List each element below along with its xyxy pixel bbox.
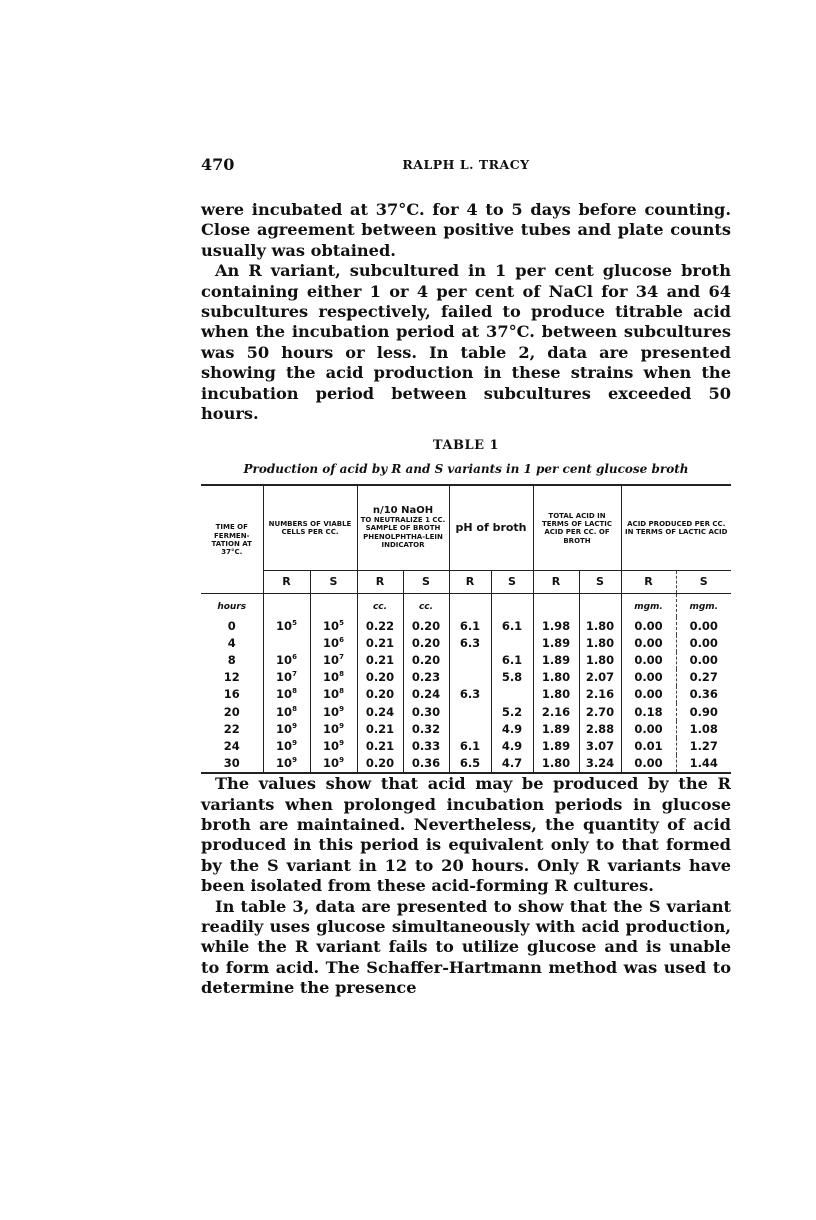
cell-naoh-r: 0.20	[357, 686, 403, 703]
cell-total-s: 2.07	[579, 669, 621, 686]
cell-time: 4	[227, 635, 236, 650]
cell-time: 0	[227, 618, 236, 633]
sub-r: R	[533, 571, 579, 594]
cell-naoh-r: 0.22	[357, 617, 403, 634]
cell-acid-s: 1.44	[676, 755, 731, 773]
cell-acid-s: 0.00	[676, 635, 731, 652]
cell-acid-r: 0.18	[621, 703, 676, 720]
cell-acid-r: 0.00	[621, 652, 676, 669]
sub-s: S	[491, 571, 533, 594]
header-naoh-desc: TO NEUTRALIZE 1 CC. SAMPLE OF BROTH PHENOLPHTHA-LEIN INDICATOR	[360, 515, 446, 550]
cell-acid-s: 1.08	[676, 721, 731, 738]
table-row	[201, 617, 731, 634]
header-total-acid: TOTAL ACID IN TERMS OF LACTIC ACID PER CC. OF BROTH	[533, 485, 621, 571]
cell-viable-r	[263, 635, 310, 652]
page-header	[201, 155, 731, 179]
paragraph: An R variant, subcultured in 1 per cent glucose broth containing either 1 or 4 per cent of NaCl for 34 and 64 subcultures respectively, failed to produce titrable acid when the incubation period at 37°C. between subcultures was 50 hours or less. In table 2, data are presented showing the acid production in these strains when the incubation period between subcultures exceeded 50 hours.	[201, 261, 731, 424]
cell-acid-s: 0.36	[676, 686, 731, 703]
cell-naoh-s: 0.23	[403, 669, 449, 686]
cell-naoh-s: 0.20	[403, 635, 449, 652]
cell-ph-r: 6.1	[449, 738, 491, 755]
cell-acid-r: 0.01	[621, 738, 676, 755]
cell-ph-s: 4.9	[491, 738, 533, 755]
cell-viable-r: $10^9$	[263, 721, 310, 738]
table-row	[201, 738, 731, 755]
cell-total-s: 2.88	[579, 721, 621, 738]
sub-s: S	[676, 571, 731, 594]
unit-naoh-r: cc.	[357, 594, 403, 618]
cell-viable-s: $10^7$	[310, 652, 357, 669]
cell-time: 22	[223, 721, 240, 736]
cell-naoh-r: 0.21	[357, 652, 403, 669]
cell-ph-r	[449, 721, 491, 738]
cell-viable-s: $10^9$	[310, 755, 357, 773]
running-head: RALPH L. TRACY	[402, 157, 530, 172]
cell-total-r: 1.89	[533, 738, 579, 755]
cell-ph-r	[449, 703, 491, 720]
cell-total-s: 2.16	[579, 686, 621, 703]
sub-r: R	[263, 571, 310, 594]
cell-naoh-r: 0.21	[357, 635, 403, 652]
header-acid-produced: ACID PRODUCED PER CC. IN TERMS OF LACTIC ACID	[621, 485, 731, 571]
cell-acid-r: 0.00	[621, 669, 676, 686]
page-number: 470	[201, 155, 235, 174]
page	[201, 155, 731, 999]
cell-viable-s: $10^8$	[310, 686, 357, 703]
cell-naoh-s: 0.20	[403, 652, 449, 669]
cell-viable-r: $10^8$	[263, 703, 310, 720]
cell-acid-s: 0.90	[676, 703, 731, 720]
cell-total-s: 3.24	[579, 755, 621, 773]
table-row	[201, 652, 731, 669]
sub-s: S	[579, 571, 621, 594]
cell-acid-r: 0.00	[621, 635, 676, 652]
cell-naoh-r: 0.21	[357, 721, 403, 738]
cell-time: 24	[223, 738, 240, 753]
cell-viable-r: $10^8$	[263, 686, 310, 703]
cell-viable-r: $10^6$	[263, 652, 310, 669]
cell-acid-r: 0.00	[621, 755, 676, 773]
sub-r: R	[449, 571, 491, 594]
cell-total-r: 1.89	[533, 635, 579, 652]
cell-time: 20	[223, 704, 240, 719]
table-row	[201, 669, 731, 686]
cell-viable-s: $10^9$	[310, 703, 357, 720]
cell-ph-r	[449, 652, 491, 669]
cell-naoh-s: 0.30	[403, 703, 449, 720]
header-time: TIME OF FERMEN-TATION AT 37°C.	[201, 485, 263, 594]
table-caption: Production of acid by R and S variants in 1 per cent glucose broth	[243, 462, 689, 477]
cell-acid-s: 1.27	[676, 738, 731, 755]
cell-naoh-s: 0.36	[403, 755, 449, 773]
header-naoh-title: n/10 NaOH	[372, 505, 434, 517]
cell-acid-r: 0.00	[621, 721, 676, 738]
cell-total-s: 1.80	[579, 652, 621, 669]
cell-ph-r: 6.1	[449, 617, 491, 634]
units-row	[201, 594, 731, 618]
cell-total-r: 1.98	[533, 617, 579, 634]
cell-naoh-s: 0.33	[403, 738, 449, 755]
cell-acid-r: 0.00	[621, 686, 676, 703]
table-row	[201, 703, 731, 720]
cell-viable-s: $10^9$	[310, 721, 357, 738]
table-title: TABLE 1	[432, 438, 500, 454]
cell-naoh-s: 0.32	[403, 721, 449, 738]
table-row	[201, 686, 731, 703]
cell-ph-s: 5.8	[491, 669, 533, 686]
table-row	[201, 635, 731, 652]
cell-ph-r: 6.3	[449, 635, 491, 652]
cell-ph-s	[491, 635, 533, 652]
cell-total-s: 1.80	[579, 635, 621, 652]
cell-total-s: 1.80	[579, 617, 621, 634]
cell-total-s: 2.70	[579, 703, 621, 720]
header-naoh	[357, 485, 449, 571]
cell-viable-s: $10^5$	[310, 617, 357, 634]
cell-ph-s: 4.7	[491, 755, 533, 773]
unit-acid-s: mgm.	[676, 594, 731, 618]
table-row	[201, 755, 731, 773]
cell-naoh-s: 0.20	[403, 617, 449, 634]
sub-s: S	[310, 571, 357, 594]
cell-ph-r	[449, 669, 491, 686]
cell-viable-r: $10^7$	[263, 669, 310, 686]
cell-ph-s: 6.1	[491, 652, 533, 669]
cell-total-r: 1.80	[533, 669, 579, 686]
cell-ph-r: 6.3	[449, 686, 491, 703]
sub-r: R	[357, 571, 403, 594]
cell-total-r: 1.89	[533, 721, 579, 738]
cell-ph-s	[491, 686, 533, 703]
cell-acid-s: 0.00	[676, 652, 731, 669]
cell-time: 12	[223, 670, 240, 685]
cell-viable-s: $10^8$	[310, 669, 357, 686]
unit-naoh-s: cc.	[403, 594, 449, 618]
header-ph: pH of broth	[449, 485, 533, 571]
cell-ph-s: 6.1	[491, 617, 533, 634]
cell-naoh-r: 0.21	[357, 738, 403, 755]
cell-ph-r: 6.5	[449, 755, 491, 773]
cell-acid-s: 0.27	[676, 669, 731, 686]
cell-viable-r: $10^9$	[263, 738, 310, 755]
cell-naoh-r: 0.20	[357, 669, 403, 686]
cell-total-r: 2.16	[533, 703, 579, 720]
paragraph: The values show that acid may be produced by the R variants when prolonged incubation periods in glucose broth are maintained. Nevertheless, the quantity of acid produced in this period is equivalent only to that formed by the S variant in 12 to 20 hours. Only R variants have been isolated from these acid-forming R cultures.	[201, 774, 731, 896]
cell-viable-s: $10^9$	[310, 738, 357, 755]
data-table	[201, 484, 731, 774]
cell-time: 8	[227, 652, 236, 667]
unit-time: hours	[217, 601, 247, 612]
cell-acid-r: 0.00	[621, 617, 676, 634]
paragraph: were incubated at 37°C. for 4 to 5 days before counting. Close agreement between positive tubes and plate counts usually was obtained.	[201, 200, 731, 260]
cell-ph-s: 5.2	[491, 703, 533, 720]
cell-naoh-s: 0.24	[403, 686, 449, 703]
cell-acid-s: 0.00	[676, 617, 731, 634]
sub-r: R	[621, 571, 676, 594]
header-viable-cells: NUMBERS OF VIABLE CELLS PER CC.	[263, 485, 357, 571]
cell-total-r: 1.80	[533, 755, 579, 773]
table-row	[201, 721, 731, 738]
cell-viable-r: $10^9$	[263, 755, 310, 773]
cell-time: 16	[223, 687, 240, 702]
cell-total-r: 1.80	[533, 686, 579, 703]
paragraph: In table 3, data are presented to show that the S variant readily uses glucose simultaneously with acid production, while the R variant fails to utilize glucose and is unable to form acid. The Schaffer-Hartmann method was used to determine the presence	[201, 896, 731, 998]
cell-ph-s: 4.9	[491, 721, 533, 738]
cell-naoh-r: 0.20	[357, 755, 403, 773]
cell-viable-s: $10^6$	[310, 635, 357, 652]
cell-viable-r: $10^5$	[263, 617, 310, 634]
sub-s: S	[403, 571, 449, 594]
cell-naoh-r: 0.24	[357, 703, 403, 720]
cell-total-s: 3.07	[579, 738, 621, 755]
unit-acid-r: mgm.	[621, 594, 676, 618]
cell-total-r: 1.89	[533, 652, 579, 669]
cell-time: 30	[201, 755, 263, 773]
